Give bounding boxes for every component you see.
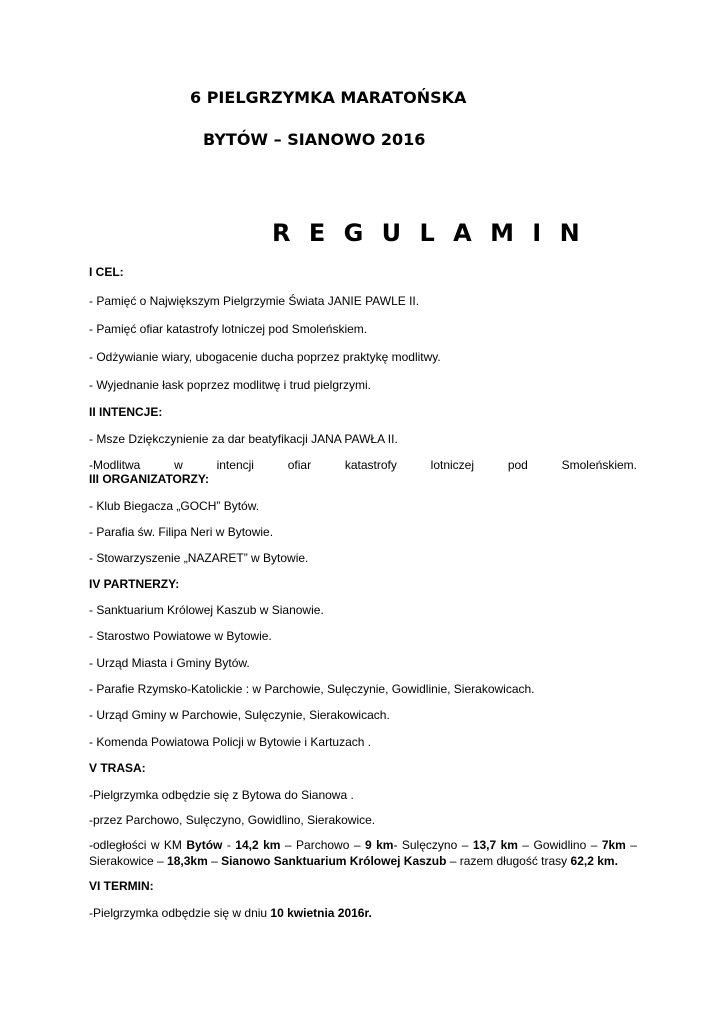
section-termin-heading: VI TERMIN:	[89, 879, 154, 893]
document-title: R E G U L A M I N	[272, 219, 585, 247]
trasa-distances	[89, 837, 637, 869]
partnerzy-item-5: - Urząd Gminy w Parchowie, Sulęczynie, Sierakowicach.	[89, 708, 390, 722]
trasa-item-2: -przez Parchowo, Sulęczyno, Gowidlino, Sierakowice.	[89, 813, 376, 827]
termin-date: 10 kwietnia 2016r.	[270, 906, 372, 920]
dist-text: -odległości w KM	[89, 838, 187, 852]
organizatorzy-item-2: - Parafia św. Filipa Neri w Bytowie.	[89, 525, 274, 539]
dist-bold: Bytów	[186, 838, 223, 852]
cel-item-1: - Pamięć o Największym Pielgrzymie Świata JANIE PAWLE II.	[89, 294, 420, 308]
word: pod	[507, 458, 528, 472]
intencje-item-2	[89, 458, 637, 472]
organizatorzy-item-1: - Klub Biegacza „GOCH” Bytów.	[89, 499, 260, 513]
section-cel-heading: I CEL:	[89, 265, 124, 279]
partnerzy-item-1: - Sanktuarium Królowej Kaszub w Sianowie.	[89, 603, 324, 617]
dist-bold: 62,2 km.	[570, 854, 618, 868]
dist-bold: 13,7 km	[472, 838, 518, 852]
word: intencji	[216, 458, 254, 472]
termin-text: -Pielgrzymka odbędzie się w dniu	[89, 906, 271, 920]
word: lotniczej	[430, 458, 475, 472]
dist-bold: Sianowo Sanktuarium Królowej Kaszub	[221, 854, 447, 868]
word: katastrofy	[344, 458, 397, 472]
dist-bold: 7km	[601, 838, 626, 852]
intencje-item-1: - Msze Dziękczynienie za dar beatyfikacji JANA PAWŁA II.	[89, 432, 398, 446]
partnerzy-item-3: - Urząd Miasta i Gminy Bytów.	[89, 656, 250, 670]
dist-text: – Parchowo –	[280, 838, 365, 852]
dist-text: – razem długość trasy	[446, 854, 571, 868]
section-trasa-heading: V TRASA:	[89, 761, 146, 775]
dist-text: –	[207, 854, 222, 868]
header-line2: BYTÓW – SIANOWO 2016	[203, 130, 426, 149]
dist-text: - Sulęczyno –	[393, 838, 473, 852]
section-organizatorzy-heading: III ORGANIZATORZY:	[89, 472, 209, 486]
cel-item-4: - Wyjednanie łask poprzez modlitwę i trud pielgrzymi.	[89, 378, 371, 392]
dist-bold: 18,3km	[167, 854, 208, 868]
partnerzy-item-4: - Parafie Rzymsko-Katolickie : w Parchowie, Sulęczynie, Gowidlinie, Sierakowicach.	[89, 682, 535, 696]
header-line1: 6 PIELGRZYMKA MARATOŃSKA	[190, 88, 467, 107]
dist-bold: 9 km	[364, 838, 394, 852]
dist-text: – Sierakowice –	[89, 838, 637, 868]
trasa-item-1: -Pielgrzymka odbędzie się z Bytowa do Sianowa .	[89, 788, 354, 802]
word: Smoleńskiem.	[561, 458, 637, 472]
section-partnerzy-heading: IV PARTNERZY:	[89, 577, 180, 591]
word: -Modlitwa	[89, 458, 141, 472]
dist-bold: 14,2 km	[235, 838, 281, 852]
cel-item-2: - Pamięć ofiar katastrofy lotniczej pod Smoleńskiem.	[89, 322, 368, 336]
dist-text: -	[222, 838, 236, 852]
dist-text: – Gowidlino –	[517, 838, 602, 852]
organizatorzy-item-3: - Stowarzyszenie „NAZARET” w Bytowie.	[89, 551, 309, 565]
word: w	[174, 458, 183, 472]
cel-item-3: - Odżywianie wiary, ubogacenie ducha poprzez praktykę modlitwy.	[89, 350, 441, 364]
word: ofiar	[287, 458, 312, 472]
partnerzy-item-6: - Komenda Powiatowa Policji w Bytowie i Kartuzach .	[89, 735, 372, 749]
section-intencje-heading: II INTENCJE:	[89, 405, 163, 419]
partnerzy-item-2: - Starostwo Powiatowe w Bytowie.	[89, 629, 272, 643]
termin-item-1	[89, 906, 372, 920]
